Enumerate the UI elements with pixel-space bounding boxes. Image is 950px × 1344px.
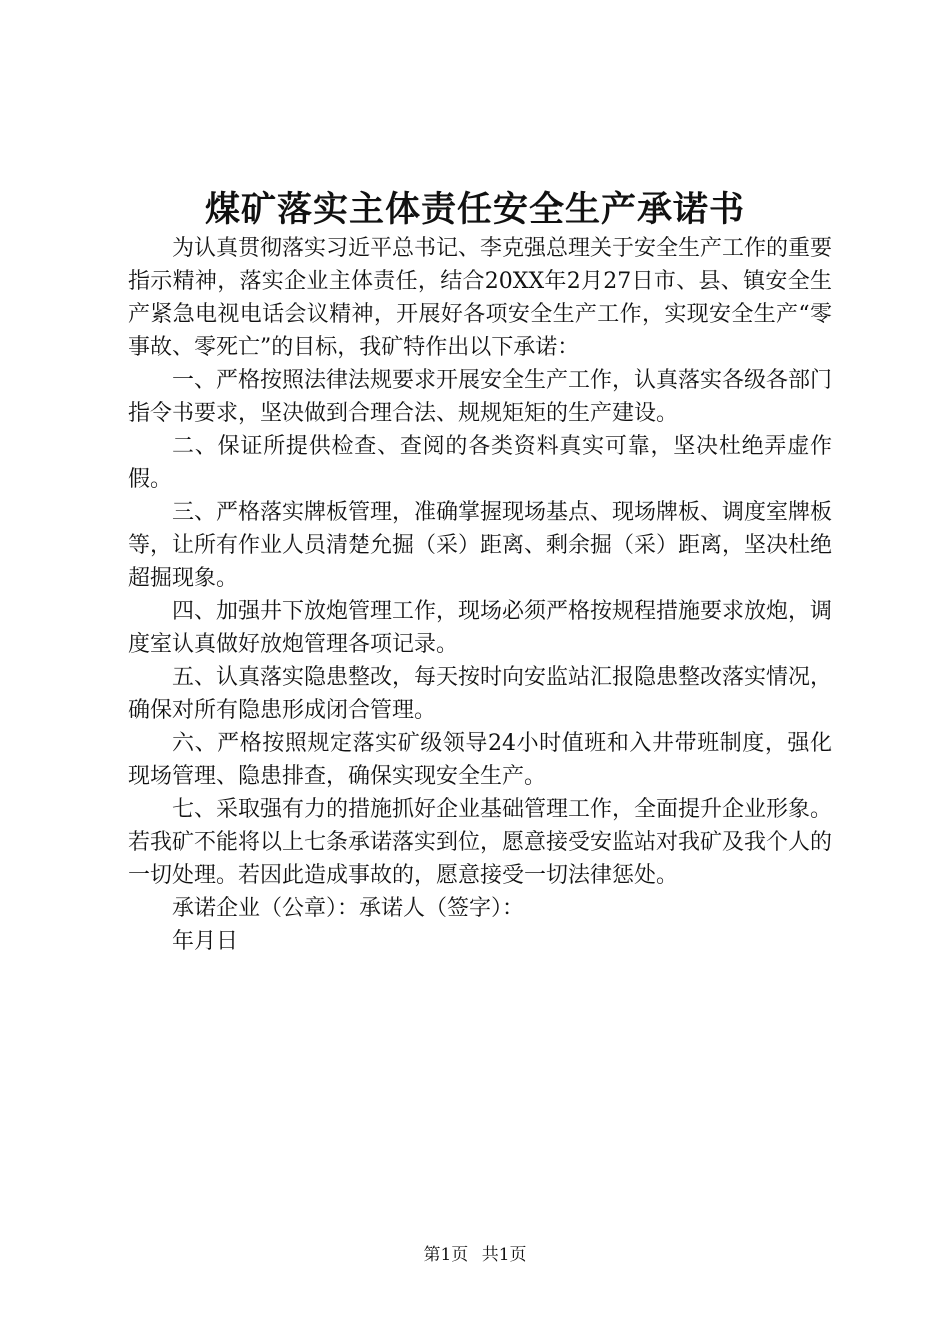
paragraph-item-3: 三、严格落实牌板管理，准确掌握现场基点、现场牌板、调度室牌板等，让所有作业人员清楚允掘（采）距离、剩余掘（采）距离，坚决杜绝超掘现象。: [128, 500, 833, 591]
page-footer: [0, 1243, 950, 1267]
paragraph-item-6: 六、严格按照规定落实矿级领导24小时值班和入井带班制度，强化现场管理、隐患排查，确保实现安全生产。: [128, 731, 832, 789]
paragraph-item-5: 五、认真落实隐患整改，每天按时向安监站汇报隐患整改落实情况，确保对所有隐患形成闭合管理。: [128, 665, 833, 723]
page-number: 第1页: [423, 1245, 469, 1265]
paragraph-item-4: 四、加强井下放炮管理工作，现场必须严格按规程措施要求放炮，调度室认真做好放炮管理各项记录。: [128, 599, 833, 657]
document-title: 煤矿落实主体责任安全生产承诺书: [204, 189, 745, 230]
paragraph-intro: 为认真贯彻落实习近平总书记、李克强总理关于安全生产工作的重要指示精神，落实企业主体责任，结合20XX年2月27日市、县、镇安全生产紧急电视电话会议精神，开展好各项安全生产工作，实现安全生产“零事故、零死亡”的目标，我矿特作出以下承诺：: [128, 236, 833, 360]
signature-line: 承诺企业（公章）：承诺人（签字）：: [172, 896, 525, 921]
paragraph-item-2: 二、保证所提供检查、查阅的各类资料真实可靠，坚决杜绝弄虚作假。: [128, 434, 832, 492]
document-body: [128, 232, 832, 958]
page-total: 共1页: [481, 1245, 527, 1265]
date-line: 年月日: [172, 929, 239, 954]
paragraph-item-1: 一、严格按照法律法规要求开展安全生产工作，认真落实各级各部门指令书要求，坚决做到合理合法、规规矩矩的生产建设。: [128, 368, 833, 426]
paragraph-item-7: 七、采取强有力的措施抓好企业基础管理工作，全面提升企业形象。若我矿不能将以上七条承诺落实到位，愿意接受安监站对我矿及我个人的一切处理。若因此造成事故的，愿意接受一切法律惩处。: [128, 797, 833, 888]
